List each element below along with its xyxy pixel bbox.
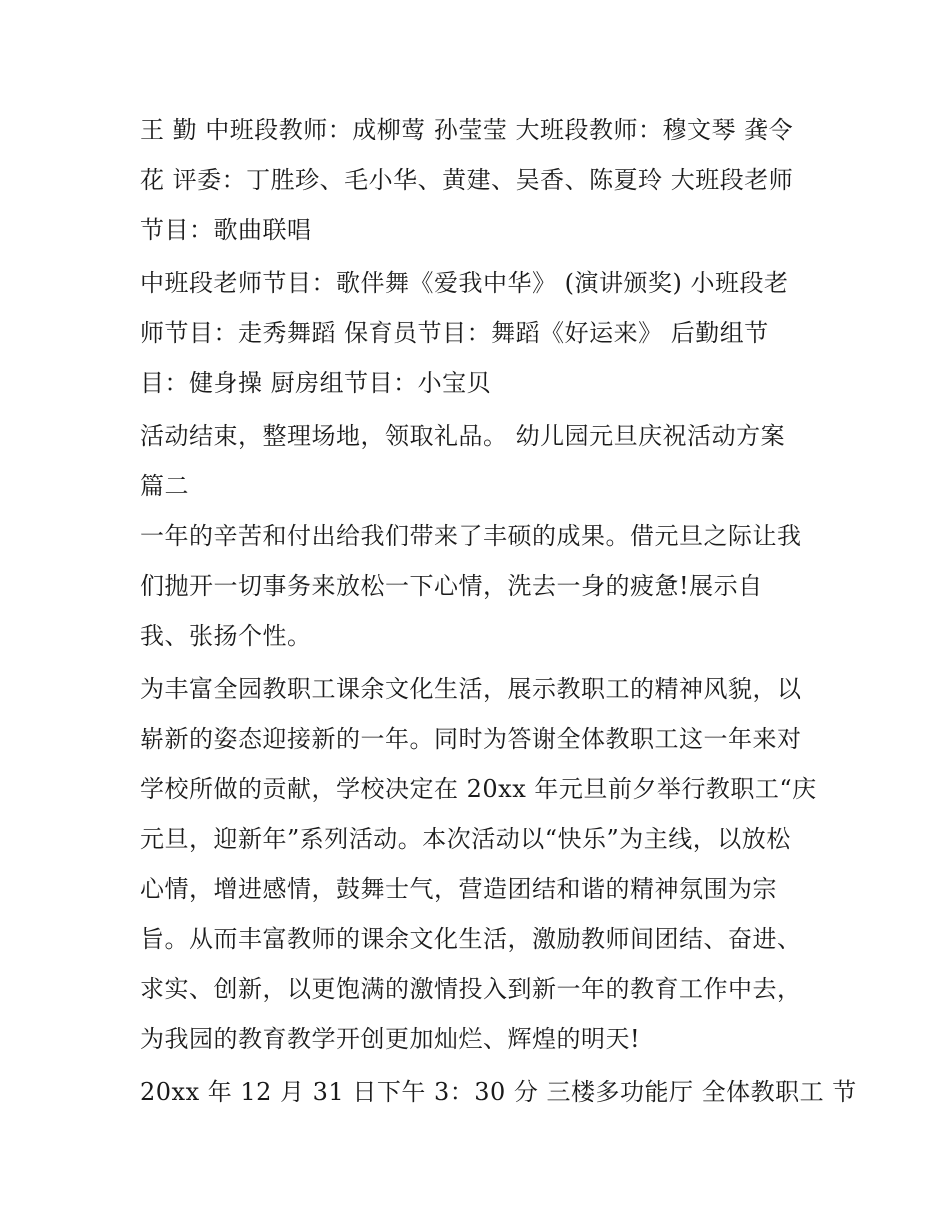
text-line: 活动结束，整理场地，领取礼品。 幼儿园元旦庆祝活动方案 (140, 422, 786, 450)
text-line: 节目：歌曲联唱 (140, 216, 312, 244)
text-line: 花 评委：丁胜珍、毛小华、黄建、吴香、陈夏玲 大班段老师 (140, 166, 794, 194)
text-line: 一年的辛苦和付出给我们带来了丰硕的成果。借元旦之际让我 (140, 522, 802, 550)
text-line: 为我园的教育教学开创更加灿烂、辉煌的明天! (140, 1025, 641, 1053)
text-line: 中班段老师节目：歌伴舞《爱我中华》 (演讲颁奖) 小班段老 (140, 269, 789, 297)
text-line: 学校所做的贡献，学校决定在 20xx 年元旦前夕举行教职工“庆 (140, 775, 817, 803)
text-line: 目：健身操 厨房组节目：小宝贝 (140, 369, 492, 397)
text-line: 求实、创新，以更饱满的激情投入到新一年的教育工作中去， (140, 975, 802, 1003)
text-line: 20xx 年 12 月 31 日下午 3：30 分 三楼多功能厅 全体教职工 节 (140, 1078, 857, 1106)
text-line: 们抛开一切事务来放松一下心情，洗去一身的疲惫!展示自 (140, 572, 763, 600)
text-line: 我、张扬个性。 (140, 622, 312, 650)
text-line: 心情，增进感情，鼓舞士气，营造团结和谐的精神氛围为宗 (140, 875, 777, 903)
text-line: 元旦，迎新年”系列活动。本次活动以“快乐”为主线，以放松 (140, 825, 791, 853)
text-line: 王 勤 中班段教师：成柳莺 孙莹莹 大班段教师：穆文琴 龚令 (140, 116, 794, 144)
text-line: 篇二 (140, 472, 189, 500)
text-line: 旨。从而丰富教师的课余文化生活，激励教师间团结、奋进、 (140, 925, 802, 953)
text-line: 师节目：走秀舞蹈 保育员节目：舞蹈《好运来》 后勤组节 (140, 319, 769, 347)
text-line: 崭新的姿态迎接新的一年。同时为答谢全体教职工这一年来对 (140, 725, 802, 753)
text-line: 为丰富全园教职工课余文化生活，展示教职工的精神风貌，以 (140, 675, 802, 703)
